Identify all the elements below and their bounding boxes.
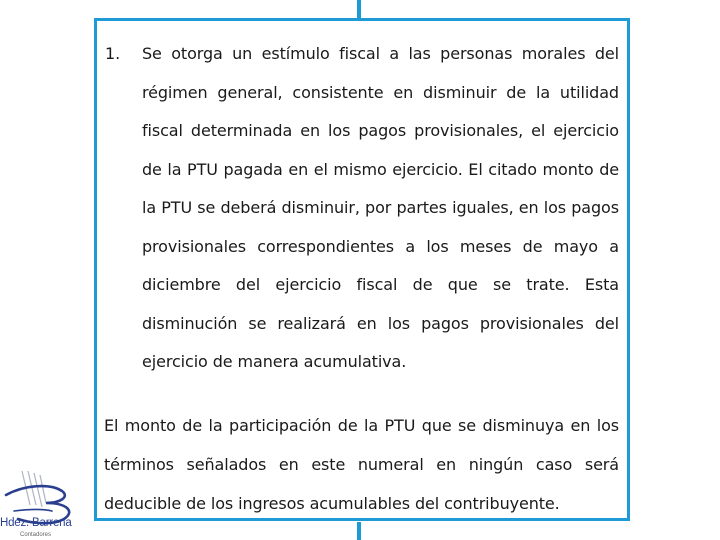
content-frame xyxy=(94,18,630,521)
logo-tagline: Contadores xyxy=(20,532,52,538)
closing-paragraph: El monto de la participación de la PTU que se disminuya en los términos señalados en este numeral en ningún caso será deducible de los ingresos acumulables del contribuyente. xyxy=(104,416,619,513)
item-number: 1. xyxy=(105,44,121,63)
logo-name: Hdez. Barrena xyxy=(0,517,72,529)
item-text: Se otorga un estímulo fiscal a las personas morales del régimen general, consistente en disminuir de la utilidad fiscal determinada en los pagos provisionales, el ejercicio de la PTU pagada en el mismo ejercicio. El citado monto de la PTU se deberá disminuir, por partes iguales, en los pagos provisionales correspondientes a los meses de mayo a diciembre del ejercicio fiscal de que se trate. Esta disminución se realizará en los pagos provisionales del ejercicio de manera acumulativa. xyxy=(142,44,619,371)
accent-line-bottom xyxy=(357,522,361,540)
accent-line-top xyxy=(357,0,361,20)
numbered-item xyxy=(105,35,619,382)
